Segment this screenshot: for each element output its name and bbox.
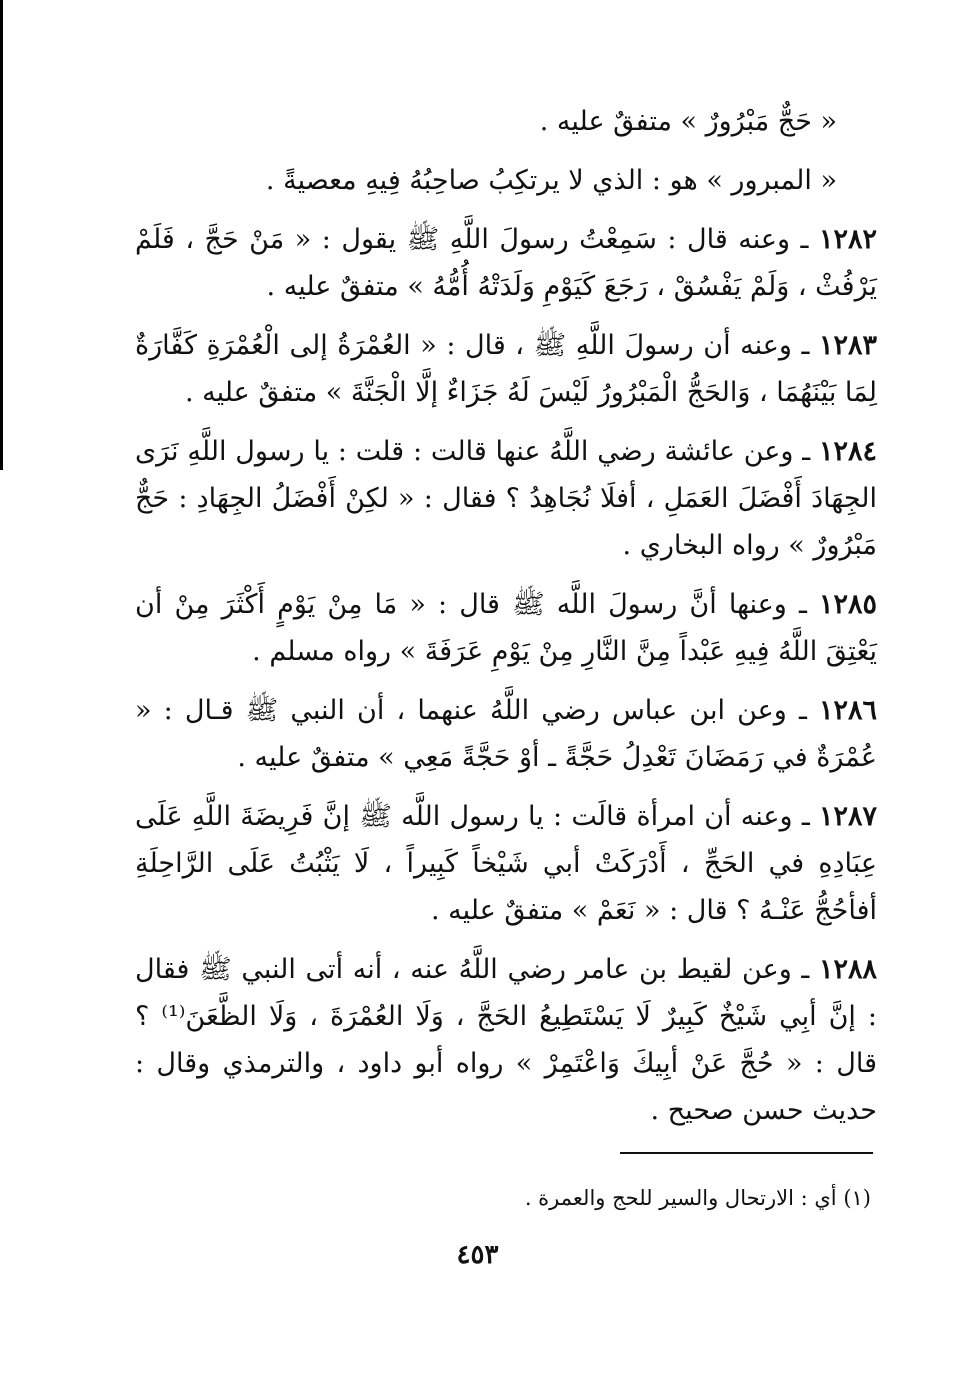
hadith-text: ـ وعن لقيط بن عامر رضي اللَّهُ عنه ، أنه أتى النبي ﷺ فقال : إنَّ أبِي شَيْخٌ كَبِيرٌ لَا يَسْتَطِيعُ الحَجَّ ، وَلَا العُمْرَةَ ، وَلَا الظَّعَنَ⁽¹⁾ ؟ قال : « حُجَّ عَنْ أبِيكَ وَاعْتَمِرْ » رواه أبو داود ، والترمذي وقال : حديث حسن صحيح .	[135, 954, 877, 1126]
hadith-number: ١٢٨٤	[818, 436, 877, 467]
hadith-1285	[135, 581, 877, 675]
hadith-text: ـ وعنه قال : سَمِعْتُ رسولَ اللَّهِ ﷺ يقول : « مَنْ حَجَّ ، فَلَمْ يَرْفُثْ ، وَلَمْ يَفْسُقْ ، رَجَعَ كَيَوْمِ وَلَدَتْهُ أُمُّهُ » متفقٌ عليه .	[135, 224, 877, 302]
main-text	[135, 98, 877, 1146]
hadith-1282	[135, 216, 877, 310]
page-number: ٤٥٣	[456, 1240, 499, 1270]
hadith-1287	[135, 793, 877, 934]
footnote: (١) أي : الارتحال والسير للحج والعمرة .	[524, 1186, 871, 1210]
hadith-number: ١٢٨٣	[818, 330, 877, 361]
hadith-1286	[135, 687, 877, 781]
paragraph-gloss	[135, 157, 877, 204]
scan-edge-mark	[0, 0, 3, 470]
hadith-number: ١٢٨٧	[818, 801, 877, 832]
hadith-text: ـ وعن عائشة رضي اللَّهُ عنها قالت : قلت : يا رسول اللَّهِ نَرَى الجِهَادَ أَفْضَلَ العَمَلِ ، أفلَا نُجَاهِدُ ؟ فقال : « لكِنْ أَفْضَلُ الجِهَادِ : حَجٌّ مَبْرُورٌ » رواه البخاري .	[135, 436, 877, 561]
paragraph-continuation	[135, 98, 877, 145]
hadith-text: ـ وعنه أن امرأة قالَت : يا رسول اللَّه ﷺ إنَّ فَرِيضَةَ اللَّهِ عَلَى عِبَادِهِ في الحَجِّ ، أَدْرَكَتْ أبي شَيْخاً كَبِيراً ، لَا يَثْبُتُ عَلَى الرَّاحِلَةِ أفأحُجُّ عَنْـهُ ؟ قال : « نَعَمْ » متفقٌ عليه .	[135, 801, 877, 926]
hadith-number: ١٢٨٦	[818, 695, 877, 726]
footnote-divider	[620, 1152, 873, 1154]
hadith-1284	[135, 428, 877, 569]
hadith-text: ـ وعنه أن رسولَ اللَّهِ ﷺ ، قال : « العُمْرَةُ إلى الْعُمْرَةِ كَفَّارَةٌ لِمَا بَيْنَهُمَا ، وَالحَجُّ الْمَبْرُورُ لَيْسَ لَهُ جَزَاءٌ إلَّا الْجَنَّةَ » متفقٌ عليه .	[135, 330, 877, 408]
hadith-number: ١٢٨٨	[818, 954, 877, 985]
hadith-1288	[135, 946, 877, 1134]
hadith-text: ـ وعنها أنَّ رسولَ اللَّه ﷺ قال : « مَا مِنْ يَوْمٍ أَكْثَرَ مِنْ أن يَعْتِقَ اللَّهُ فِيهِ عَبْداً مِنَّ النَّارِ مِنْ يَوْمِ عَرَفَةَ » رواه مسلم .	[135, 589, 877, 667]
hadith-number: ١٢٨٢	[818, 224, 877, 255]
hadith-1283	[135, 322, 877, 416]
hadith-text: ـ وعن ابن عباس رضي اللَّهُ عنهما ، أن النبي ﷺ قـال : « عُمْرَةٌ في رَمَضَانَ تَعْدِلُ حَجَّةً ـ أوْ حَجَّةً مَعِي » متفقٌ عليه .	[135, 695, 877, 773]
hadith-number: ١٢٨٥	[818, 589, 877, 620]
paragraph-text: « المبرور » هو : الذي لا يرتكِبُ صاحِبُهُ فِيهِ معصيةً .	[265, 165, 837, 196]
paragraph-text: « حَجٌّ مَبْرُورٌ » متفقٌ عليه .	[539, 106, 837, 137]
